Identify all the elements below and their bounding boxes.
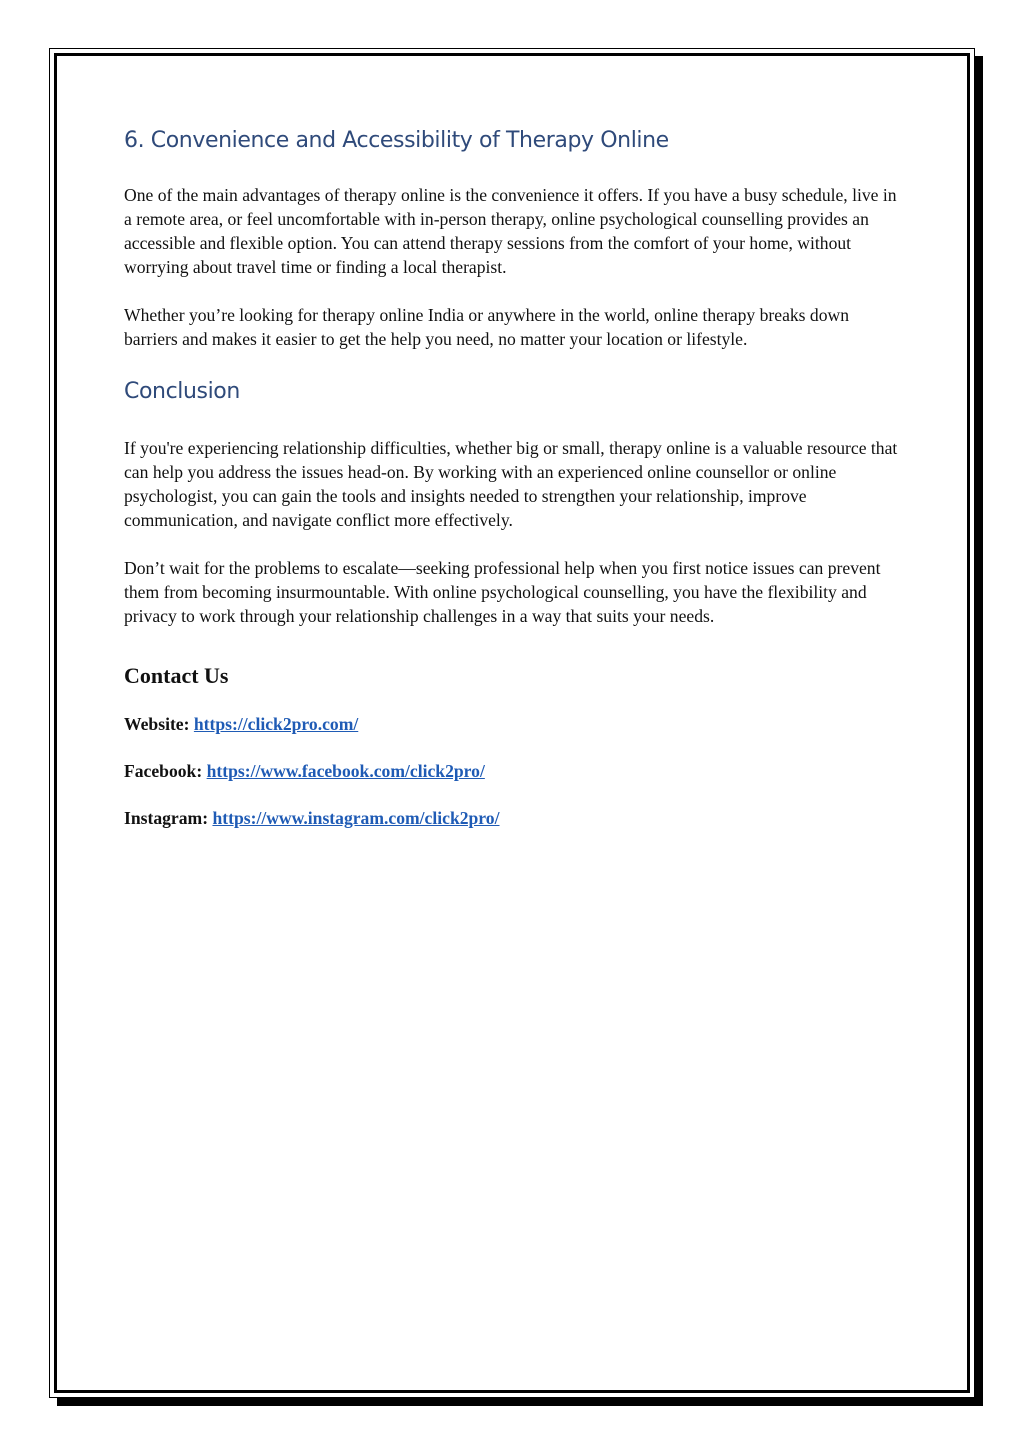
- section-heading-conclusion: Conclusion: [124, 379, 240, 404]
- paragraph-conclusion-1: If you're experiencing relationship difficulties, whether big or small, therapy online is a valuable resource that can help you address the issues head-on. By working with an experienced online counsellor or online psychologist, you can gain the tools and insights needed to strengthen your relationship, improve communication, and navigate conflict more effectively.: [124, 438, 898, 530]
- paragraph-barriers: Whether you’re looking for therapy online India or anywhere in the world, online therapy breaks down barriers and makes it easier to get the help you need, no matter your location or lifestyle.: [124, 305, 850, 349]
- website-link[interactable]: https://click2pro.com/: [193, 714, 359, 734]
- contact-facebook: [124, 759, 904, 783]
- facebook-label: Facebook:: [124, 761, 207, 781]
- website-label: Website:: [124, 714, 194, 734]
- contact-heading: Contact Us: [124, 663, 229, 688]
- paragraph-convenience: One of the main advantages of therapy online is the convenience it offers. If you have a busy schedule, live in a remote area, or feel uncomfortable with in-person therapy, online psychological counselling provides an accessible and flexible option. You can attend therapy sessions from the comfort of your home, without worrying about travel time or finding a local therapist.: [124, 185, 897, 277]
- facebook-link[interactable]: https://www.facebook.com/click2pro/: [206, 761, 485, 781]
- contact-instagram: [124, 806, 904, 830]
- section-heading-convenience: 6. Convenience and Accessibility of Therapy Online: [124, 128, 669, 153]
- instagram-label: Instagram:: [124, 808, 213, 828]
- paragraph-conclusion-2: Don’t wait for the problems to escalate—seeking professional help when you first notice issues can prevent them from becoming insurmountable. With online psychological counselling, you have the flexibility and privacy to work through your relationship challenges in a way that suits your needs.: [124, 558, 881, 626]
- contact-website: [124, 712, 904, 736]
- instagram-link[interactable]: https://www.instagram.com/click2pro/: [212, 808, 500, 828]
- document-content: [124, 126, 904, 830]
